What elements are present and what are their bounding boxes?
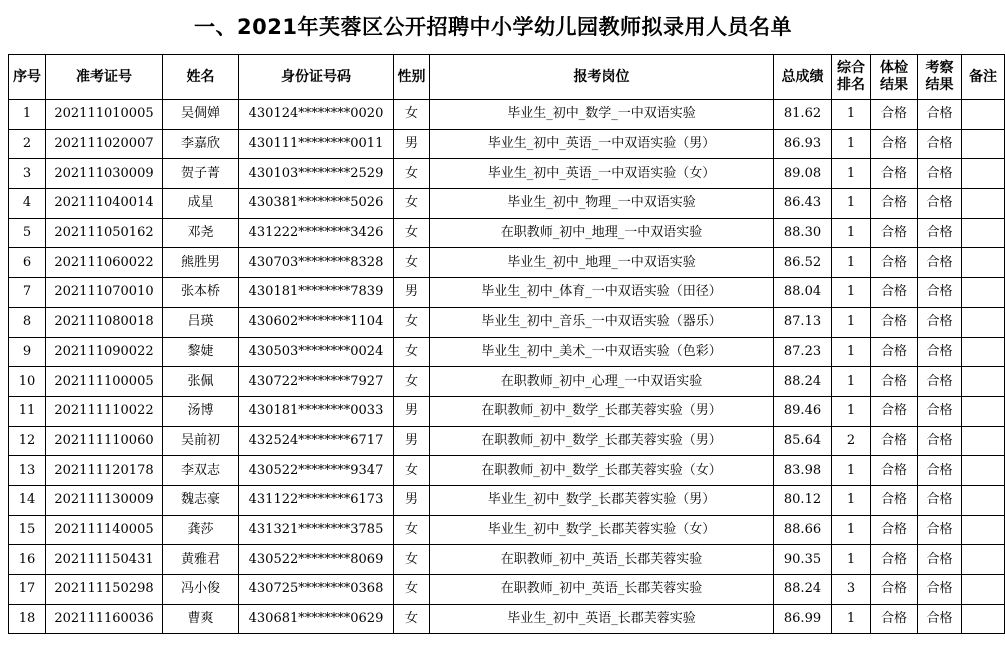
cell-note bbox=[962, 100, 1005, 130]
cell-inspection: 合格 bbox=[918, 515, 962, 545]
table-row bbox=[9, 604, 1005, 634]
cell-exam-no: 202111160036 bbox=[46, 604, 163, 634]
cell-id-no: 431222********3426 bbox=[239, 218, 394, 248]
cell-rank: 2 bbox=[832, 426, 871, 456]
cell-exam-no: 202111010005 bbox=[46, 100, 163, 130]
cell-physical-exam: 合格 bbox=[871, 189, 918, 219]
table-row bbox=[9, 485, 1005, 515]
header-inspection bbox=[918, 55, 962, 100]
cell-post: 在职教师_初中_数学_长郡芙蓉实验（男） bbox=[430, 426, 774, 456]
cell-sex: 女 bbox=[394, 456, 430, 486]
cell-post: 毕业生_初中_英语_长郡芙蓉实验 bbox=[430, 604, 774, 634]
cell-id-no: 431122********6173 bbox=[239, 485, 394, 515]
cell-id-no: 430602********1104 bbox=[239, 307, 394, 337]
cell-physical-exam: 合格 bbox=[871, 159, 918, 189]
cell-name: 龚莎 bbox=[163, 515, 239, 545]
table-row bbox=[9, 100, 1005, 130]
cell-exam-no: 202111080018 bbox=[46, 307, 163, 337]
table-row bbox=[9, 129, 1005, 159]
cell-total: 88.66 bbox=[774, 515, 832, 545]
header-id-no: 身份证号码 bbox=[239, 55, 394, 100]
cell-id-no: 430103********2529 bbox=[239, 159, 394, 189]
cell-inspection: 合格 bbox=[918, 396, 962, 426]
cell-inspection: 合格 bbox=[918, 485, 962, 515]
cell-seq: 4 bbox=[9, 189, 46, 219]
cell-seq: 9 bbox=[9, 337, 46, 367]
cell-inspection: 合格 bbox=[918, 337, 962, 367]
cell-physical-exam: 合格 bbox=[871, 604, 918, 634]
cell-inspection: 合格 bbox=[918, 189, 962, 219]
table-row bbox=[9, 189, 1005, 219]
cell-exam-no: 202111110060 bbox=[46, 426, 163, 456]
cell-exam-no: 202111150431 bbox=[46, 545, 163, 575]
cell-physical-exam: 合格 bbox=[871, 396, 918, 426]
cell-name: 成星 bbox=[163, 189, 239, 219]
cell-name: 张本桥 bbox=[163, 278, 239, 308]
cell-inspection: 合格 bbox=[918, 575, 962, 605]
cell-sex: 女 bbox=[394, 604, 430, 634]
cell-physical-exam: 合格 bbox=[871, 218, 918, 248]
cell-post: 毕业生_初中_美术_一中双语实验（色彩） bbox=[430, 337, 774, 367]
cell-seq: 2 bbox=[9, 129, 46, 159]
cell-id-no: 430181********0033 bbox=[239, 396, 394, 426]
cell-post: 毕业生_初中_地理_一中双语实验 bbox=[430, 248, 774, 278]
cell-inspection: 合格 bbox=[918, 456, 962, 486]
cell-rank: 3 bbox=[832, 575, 871, 605]
header-phys-line2: 结果 bbox=[880, 77, 908, 93]
table-row bbox=[9, 426, 1005, 456]
cell-post: 在职教师_初中_地理_一中双语实验 bbox=[430, 218, 774, 248]
cell-seq: 13 bbox=[9, 456, 46, 486]
header-sex: 性别 bbox=[394, 55, 430, 100]
header-exam-no: 准考证号 bbox=[46, 55, 163, 100]
cell-sex: 女 bbox=[394, 100, 430, 130]
cell-sex: 女 bbox=[394, 248, 430, 278]
cell-seq: 12 bbox=[9, 426, 46, 456]
cell-physical-exam: 合格 bbox=[871, 337, 918, 367]
cell-note bbox=[962, 575, 1005, 605]
cell-note bbox=[962, 278, 1005, 308]
cell-post: 毕业生_初中_英语_一中双语实验（女） bbox=[430, 159, 774, 189]
cell-rank: 1 bbox=[832, 278, 871, 308]
cell-seq: 1 bbox=[9, 100, 46, 130]
cell-sex: 男 bbox=[394, 278, 430, 308]
cell-inspection: 合格 bbox=[918, 278, 962, 308]
cell-post: 毕业生_初中_体育_一中双语实验（田径） bbox=[430, 278, 774, 308]
cell-note bbox=[962, 337, 1005, 367]
cell-rank: 1 bbox=[832, 248, 871, 278]
cell-exam-no: 202111020007 bbox=[46, 129, 163, 159]
cell-seq: 10 bbox=[9, 367, 46, 397]
cell-name: 魏志豪 bbox=[163, 485, 239, 515]
cell-rank: 1 bbox=[832, 456, 871, 486]
hiring-roster-table bbox=[8, 54, 1005, 634]
cell-exam-no: 202111130009 bbox=[46, 485, 163, 515]
cell-total: 83.98 bbox=[774, 456, 832, 486]
cell-note bbox=[962, 426, 1005, 456]
header-physical-exam bbox=[871, 55, 918, 100]
cell-rank: 1 bbox=[832, 159, 871, 189]
cell-id-no: 430522********8069 bbox=[239, 545, 394, 575]
table-row bbox=[9, 575, 1005, 605]
cell-inspection: 合格 bbox=[918, 545, 962, 575]
cell-exam-no: 202111110022 bbox=[46, 396, 163, 426]
cell-post: 毕业生_初中_英语_一中双语实验（男） bbox=[430, 129, 774, 159]
cell-total: 88.30 bbox=[774, 218, 832, 248]
cell-rank: 1 bbox=[832, 604, 871, 634]
cell-sex: 女 bbox=[394, 575, 430, 605]
cell-name: 李嘉欣 bbox=[163, 129, 239, 159]
cell-name: 黎婕 bbox=[163, 337, 239, 367]
cell-sex: 女 bbox=[394, 545, 430, 575]
cell-post: 毕业生_初中_数学_长郡芙蓉实验（女） bbox=[430, 515, 774, 545]
cell-post: 在职教师_初中_英语_长郡芙蓉实验 bbox=[430, 575, 774, 605]
header-total: 总成绩 bbox=[774, 55, 832, 100]
header-rank bbox=[832, 55, 871, 100]
cell-physical-exam: 合格 bbox=[871, 545, 918, 575]
cell-sex: 男 bbox=[394, 485, 430, 515]
header-row bbox=[9, 55, 1005, 100]
cell-sex: 女 bbox=[394, 189, 430, 219]
cell-sex: 男 bbox=[394, 129, 430, 159]
cell-note bbox=[962, 159, 1005, 189]
cell-post: 毕业生_初中_物理_一中双语实验 bbox=[430, 189, 774, 219]
header-seq: 序号 bbox=[9, 55, 46, 100]
cell-rank: 1 bbox=[832, 396, 871, 426]
table-row bbox=[9, 367, 1005, 397]
cell-physical-exam: 合格 bbox=[871, 426, 918, 456]
cell-physical-exam: 合格 bbox=[871, 307, 918, 337]
cell-name: 熊胜男 bbox=[163, 248, 239, 278]
cell-post: 毕业生_初中_数学_长郡芙蓉实验（男） bbox=[430, 485, 774, 515]
cell-rank: 1 bbox=[832, 129, 871, 159]
cell-exam-no: 202111140005 bbox=[46, 515, 163, 545]
cell-total: 89.46 bbox=[774, 396, 832, 426]
header-insp-line2: 结果 bbox=[925, 77, 954, 93]
cell-physical-exam: 合格 bbox=[871, 100, 918, 130]
cell-inspection: 合格 bbox=[918, 129, 962, 159]
cell-rank: 1 bbox=[832, 218, 871, 248]
cell-post: 毕业生_初中_音乐_一中双语实验（器乐） bbox=[430, 307, 774, 337]
cell-total: 85.64 bbox=[774, 426, 832, 456]
cell-rank: 1 bbox=[832, 515, 871, 545]
header-note: 备注 bbox=[962, 55, 1005, 100]
header-post: 报考岗位 bbox=[430, 55, 774, 100]
cell-inspection: 合格 bbox=[918, 426, 962, 456]
cell-total: 81.62 bbox=[774, 100, 832, 130]
cell-exam-no: 202111100005 bbox=[46, 367, 163, 397]
cell-rank: 1 bbox=[832, 100, 871, 130]
cell-post: 在职教师_初中_数学_长郡芙蓉实验（女） bbox=[430, 456, 774, 486]
cell-rank: 1 bbox=[832, 307, 871, 337]
cell-note bbox=[962, 515, 1005, 545]
cell-sex: 女 bbox=[394, 337, 430, 367]
table-row bbox=[9, 515, 1005, 545]
cell-sex: 女 bbox=[394, 367, 430, 397]
cell-inspection: 合格 bbox=[918, 307, 962, 337]
table-row bbox=[9, 456, 1005, 486]
cell-seq: 5 bbox=[9, 218, 46, 248]
table-row bbox=[9, 218, 1005, 248]
cell-seq: 15 bbox=[9, 515, 46, 545]
cell-total: 89.08 bbox=[774, 159, 832, 189]
cell-note bbox=[962, 545, 1005, 575]
cell-seq: 14 bbox=[9, 485, 46, 515]
cell-total: 88.24 bbox=[774, 575, 832, 605]
cell-name: 吕瑛 bbox=[163, 307, 239, 337]
cell-exam-no: 202111090022 bbox=[46, 337, 163, 367]
cell-total: 88.24 bbox=[774, 367, 832, 397]
cell-id-no: 430503********0024 bbox=[239, 337, 394, 367]
cell-physical-exam: 合格 bbox=[871, 456, 918, 486]
cell-total: 90.35 bbox=[774, 545, 832, 575]
cell-name: 曹爽 bbox=[163, 604, 239, 634]
page-title: 一、2021年芙蓉区公开招聘中小学幼儿园教师拟录用人员名单 bbox=[194, 15, 792, 39]
cell-sex: 女 bbox=[394, 307, 430, 337]
table-row bbox=[9, 159, 1005, 189]
cell-total: 88.04 bbox=[774, 278, 832, 308]
header-phys-line1: 体检 bbox=[880, 60, 908, 76]
roster-body bbox=[9, 100, 1005, 634]
cell-physical-exam: 合格 bbox=[871, 248, 918, 278]
cell-id-no: 430111********0011 bbox=[239, 129, 394, 159]
cell-id-no: 430681********0629 bbox=[239, 604, 394, 634]
cell-id-no: 430124********0020 bbox=[239, 100, 394, 130]
cell-id-no: 430381********5026 bbox=[239, 189, 394, 219]
cell-sex: 女 bbox=[394, 218, 430, 248]
header-name: 姓名 bbox=[163, 55, 239, 100]
table-row bbox=[9, 307, 1005, 337]
cell-note bbox=[962, 396, 1005, 426]
cell-seq: 18 bbox=[9, 604, 46, 634]
cell-note bbox=[962, 367, 1005, 397]
cell-id-no: 431321********3785 bbox=[239, 515, 394, 545]
cell-physical-exam: 合格 bbox=[871, 278, 918, 308]
cell-name: 汤博 bbox=[163, 396, 239, 426]
cell-name: 张佩 bbox=[163, 367, 239, 397]
header-insp-line1: 考察 bbox=[925, 60, 954, 76]
header-rank-line2: 排名 bbox=[837, 77, 865, 93]
cell-seq: 16 bbox=[9, 545, 46, 575]
cell-id-no: 430725********0368 bbox=[239, 575, 394, 605]
cell-id-no: 430722********7927 bbox=[239, 367, 394, 397]
cell-exam-no: 202111150298 bbox=[46, 575, 163, 605]
cell-seq: 7 bbox=[9, 278, 46, 308]
cell-name: 冯小俊 bbox=[163, 575, 239, 605]
cell-physical-exam: 合格 bbox=[871, 367, 918, 397]
cell-physical-exam: 合格 bbox=[871, 515, 918, 545]
cell-exam-no: 202111070010 bbox=[46, 278, 163, 308]
cell-note bbox=[962, 485, 1005, 515]
cell-sex: 男 bbox=[394, 426, 430, 456]
cell-rank: 1 bbox=[832, 485, 871, 515]
cell-note bbox=[962, 189, 1005, 219]
cell-name: 吴倜婵 bbox=[163, 100, 239, 130]
cell-total: 87.13 bbox=[774, 307, 832, 337]
cell-rank: 1 bbox=[832, 189, 871, 219]
cell-inspection: 合格 bbox=[918, 218, 962, 248]
cell-name: 李双志 bbox=[163, 456, 239, 486]
cell-inspection: 合格 bbox=[918, 159, 962, 189]
cell-note bbox=[962, 129, 1005, 159]
cell-note bbox=[962, 456, 1005, 486]
cell-sex: 女 bbox=[394, 159, 430, 189]
cell-sex: 女 bbox=[394, 515, 430, 545]
header-rank-line1: 综合 bbox=[837, 60, 865, 76]
cell-exam-no: 202111030009 bbox=[46, 159, 163, 189]
cell-seq: 6 bbox=[9, 248, 46, 278]
cell-post: 在职教师_初中_数学_长郡芙蓉实验（男） bbox=[430, 396, 774, 426]
cell-exam-no: 202111050162 bbox=[46, 218, 163, 248]
cell-seq: 3 bbox=[9, 159, 46, 189]
cell-name: 邓尧 bbox=[163, 218, 239, 248]
cell-total: 80.12 bbox=[774, 485, 832, 515]
cell-total: 86.43 bbox=[774, 189, 832, 219]
cell-exam-no: 202111040014 bbox=[46, 189, 163, 219]
cell-seq: 17 bbox=[9, 575, 46, 605]
cell-note bbox=[962, 307, 1005, 337]
table-row bbox=[9, 396, 1005, 426]
table-row bbox=[9, 248, 1005, 278]
cell-post: 在职教师_初中_英语_长郡芙蓉实验 bbox=[430, 545, 774, 575]
cell-post: 在职教师_初中_心理_一中双语实验 bbox=[430, 367, 774, 397]
cell-id-no: 430522********9347 bbox=[239, 456, 394, 486]
cell-note bbox=[962, 248, 1005, 278]
cell-total: 86.99 bbox=[774, 604, 832, 634]
cell-name: 贺子菁 bbox=[163, 159, 239, 189]
cell-id-no: 430181********7839 bbox=[239, 278, 394, 308]
cell-note bbox=[962, 604, 1005, 634]
cell-post: 毕业生_初中_数学_一中双语实验 bbox=[430, 100, 774, 130]
cell-inspection: 合格 bbox=[918, 367, 962, 397]
cell-rank: 1 bbox=[832, 367, 871, 397]
cell-note bbox=[962, 218, 1005, 248]
cell-total: 86.52 bbox=[774, 248, 832, 278]
table-row bbox=[9, 278, 1005, 308]
cell-seq: 11 bbox=[9, 396, 46, 426]
cell-name: 吴前初 bbox=[163, 426, 239, 456]
cell-total: 86.93 bbox=[774, 129, 832, 159]
cell-physical-exam: 合格 bbox=[871, 575, 918, 605]
cell-inspection: 合格 bbox=[918, 248, 962, 278]
cell-rank: 1 bbox=[832, 337, 871, 367]
cell-seq: 8 bbox=[9, 307, 46, 337]
cell-sex: 男 bbox=[394, 396, 430, 426]
cell-physical-exam: 合格 bbox=[871, 129, 918, 159]
cell-inspection: 合格 bbox=[918, 100, 962, 130]
cell-physical-exam: 合格 bbox=[871, 485, 918, 515]
cell-rank: 1 bbox=[832, 545, 871, 575]
cell-name: 黄雅君 bbox=[163, 545, 239, 575]
table-row bbox=[9, 545, 1005, 575]
cell-total: 87.23 bbox=[774, 337, 832, 367]
cell-exam-no: 202111120178 bbox=[46, 456, 163, 486]
cell-inspection: 合格 bbox=[918, 604, 962, 634]
table-row bbox=[9, 337, 1005, 367]
cell-exam-no: 202111060022 bbox=[46, 248, 163, 278]
cell-id-no: 432524********6717 bbox=[239, 426, 394, 456]
cell-id-no: 430703********8328 bbox=[239, 248, 394, 278]
